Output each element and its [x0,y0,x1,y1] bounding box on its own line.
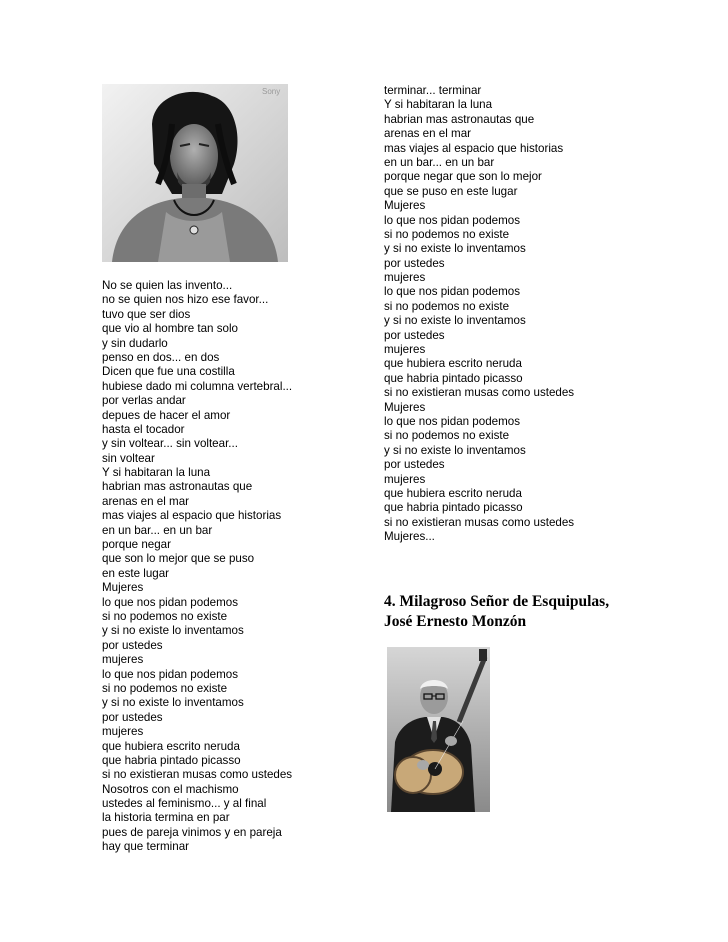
lyric-line: arenas en el mar [102,494,189,508]
lyric-line: por ustedes [384,458,445,472]
lyric-line: por verlas andar [102,394,186,408]
lyric-line: lo que nos pidan podemos [102,667,239,681]
lyric-line: si no podemos no existe [384,299,510,313]
lyric-line: y sin voltear... sin voltear... [102,437,238,451]
lyric-line: mujeres [384,271,426,285]
lyric-line: mujeres [102,653,144,667]
lyric-line: lo que nos pidan podemos [384,414,521,428]
lyric-line: lo que nos pidan podemos [102,595,239,609]
lyric-line: si no podemos no existe [384,227,510,241]
lyric-line: No se quien las invento... [102,279,233,292]
lyric-line: si no existieran musas como ustedes [384,515,575,529]
lyric-line: si no podemos no existe [384,429,510,443]
photo-watermark: Sony [262,87,281,96]
lyric-line: por ustedes [102,710,163,724]
lyric-line: lo que nos pidan podemos [384,285,521,299]
lyric-line: no se quien nos hizo ese favor... [102,293,269,307]
lyric-line: y si no existe lo inventamos [102,696,244,710]
lyric-line: si no podemos no existe [102,609,228,623]
lyric-line: hay que terminar [102,840,189,854]
lyric-line: porque negar [102,538,171,552]
lyric-line: que hubiera escrito neruda [384,486,522,500]
lyric-line: que habria pintado picasso [384,501,523,515]
lyric-line: mas viajes al espacio que historias [102,509,282,523]
lyric-line: mas viajes al espacio que historias [384,141,564,155]
lyric-line: la historia termina en par [102,811,230,825]
lyric-line: que habria pintado picasso [384,371,523,385]
lyric-line: Mujeres... [384,530,435,544]
lyric-line: depues de hacer el amor [102,408,231,422]
lyrics-column-left [102,279,292,855]
lyric-line: que son lo mejor que se puso [102,552,255,566]
lyric-line: habrian mas astronautas que [102,480,253,494]
guitarist-portrait-drawing [387,647,490,812]
lyric-line: que hubiera escrito neruda [102,739,240,753]
lyric-line: Mujeres [102,581,144,595]
lyric-line: y si no existe lo inventamos [384,443,526,457]
lyric-line: mujeres [102,725,144,739]
lyric-line: en un bar... en un bar [102,523,213,537]
section-heading-line-1: 4. Milagroso Señor de Esquipulas, [384,593,610,610]
lyric-line: ustedes al feminismo... y al final [102,797,267,811]
lyric-line: y si no existe lo inventamos [102,624,244,638]
lyric-line: por ustedes [384,328,445,342]
lyric-line: hasta el tocador [102,422,185,436]
section-heading-line-2: José Ernesto Monzón [384,613,527,630]
lyric-line: Dicen que fue una costilla [102,365,235,379]
lyric-line: Nosotros con el machismo [102,782,239,796]
lyric-line: pues de pareja vinimos y en pareja [102,825,282,839]
lyric-line: Mujeres [384,400,426,414]
lyric-line: Mujeres [384,199,426,213]
lyric-line: y sin dudarlo [102,336,168,350]
lyric-line: y si no existe lo inventamos [384,314,526,328]
guitarist-photo [387,647,490,812]
lyric-line: que hubiera escrito neruda [384,357,522,371]
lyric-line: hubiese dado mi columna vertebral... [102,379,293,393]
lyric-line: mujeres [384,472,426,486]
singer-photo [102,84,288,262]
lyric-line: en un bar... en un bar [384,155,495,169]
singer-portrait-drawing [102,84,288,262]
lyric-line: por ustedes [102,638,163,652]
lyric-line: tuvo que ser dios [102,307,191,321]
lyric-line: Y si habitaran la luna [384,98,493,112]
lyric-line: y si no existe lo inventamos [384,242,526,256]
lyric-line: por ustedes [384,256,445,270]
lyric-line: sin voltear [102,451,155,465]
lyric-line: mujeres [384,343,426,357]
lyrics-column-right [384,84,574,545]
lyric-line: si no existieran musas como ustedes [384,386,575,400]
lyric-line: habrian mas astronautas que [384,112,535,126]
lyric-line: si no existieran musas como ustedes [102,768,293,782]
lyric-line: arenas en el mar [384,127,471,141]
lyric-line: porque negar que son lo mejor [384,170,542,184]
lyric-line: Y si habitaran la luna [102,466,211,480]
lyric-line: que habria pintado picasso [102,753,241,767]
lyric-line: terminar... terminar [384,84,482,97]
lyric-line: si no podemos no existe [102,681,228,695]
section-heading [384,592,609,632]
lyric-line: lo que nos pidan podemos [384,213,521,227]
lyric-line: penso en dos... en dos [102,350,220,364]
lyric-line: que vio al hombre tan solo [102,322,238,336]
lyric-line: en este lugar [102,566,170,580]
lyric-line: que se puso en este lugar [384,184,518,198]
